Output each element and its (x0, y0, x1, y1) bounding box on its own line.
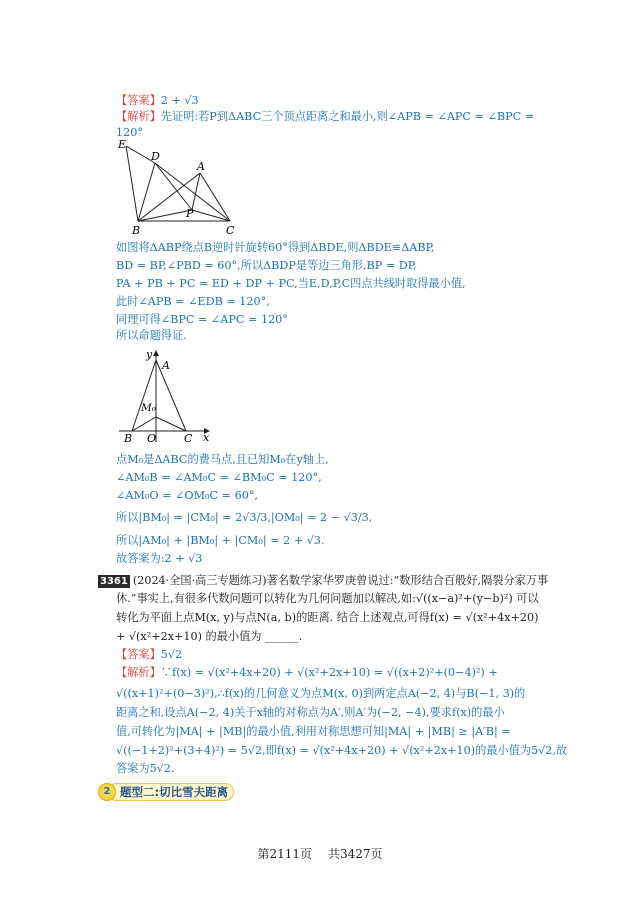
answer-line-2 (116, 647, 556, 664)
problem-line-2: 休.”事实上,有很多代数问题可以转化为几何问题加以解决,如:√((x−a)²+(y−b)²) 可以 (116, 592, 539, 605)
proof-line-2: BD = BP,∠PBD = 60°,所以ΔBDP是等边三角形,BP = DP, (116, 259, 417, 272)
solution-line-2: ∠AM₀B = ∠AM₀C = ∠BM₀C = 120°, (116, 471, 322, 484)
answer-value: 2 + √3 (160, 94, 199, 107)
coordinate-figure-2 (114, 347, 214, 445)
section-title: 题型二:切比雪夫距离 (120, 785, 229, 799)
label-C2: C (184, 432, 193, 445)
answer-tag: 【答案】 (116, 94, 161, 107)
label-A2: A (162, 359, 170, 372)
analysis2-line-5: √((−1+2)²+(3+4)²) = 5√2,即f(x) = √(x²+4x+20) + √(x²+2x+10)的最小值为5√2,故 (116, 744, 568, 757)
triangle-figure-1 (112, 138, 242, 238)
proof-line-6: 所以命题得证. (116, 329, 187, 342)
problem-text-1: (2024·全国·高三专题练习)著名数学家华罗庚曾说过:“数形结合百般好,隔裂分家万事 (132, 574, 549, 587)
proof-line-1: 如图将ΔABP绕点B逆时针旋转60°得到ΔBDE,则ΔBDE≌ΔABP, (116, 241, 435, 254)
analysis-tag: 【解析】 (116, 110, 161, 123)
proof-line-4: 此时∠APB = ∠EDB = 120°, (116, 295, 270, 308)
label-M0: M₀ (141, 402, 156, 414)
label-O: O (147, 432, 157, 445)
analysis2-line-2: √((x+1)²+(0−3)²),∴f(x)的几何意义为点M(x, 0)到两定点A(−2, 4)与B(−1, 3)的 (116, 687, 526, 700)
analysis2-line-3: 距离之和,设点A(−2, 4)关于x轴的对称点为A′,则A′为(−2, −4),要求f(x)的最小 (116, 706, 505, 719)
label-B: B (132, 224, 141, 237)
label-C: C (226, 224, 235, 237)
problem-line-1 (98, 573, 549, 590)
section-header (98, 781, 233, 801)
answer-tag-2: 【答案】 (116, 648, 161, 661)
problem-line-4: + √(x²+2x+10) 的最小值为 ______. (116, 630, 303, 643)
proof-line-5: 同理可得∠BPC = ∠APC = 120° (116, 313, 288, 326)
analysis-text: 先证明:若P到ΔABC三个顶点距离之和最小,则∠APB = ∠APC = ∠BPC = (160, 110, 535, 123)
solution-line-1: 点M₀是ΔABC的费马点,且已知M₀在y轴上, (116, 453, 329, 466)
solution-line-5: 所以|AM₀| + |BM₀| + |CM₀| = 2 + √3. (116, 534, 325, 547)
label-B2: B (124, 432, 133, 445)
page-footer (0, 845, 640, 862)
page-number: 第2111页 (257, 847, 312, 861)
analysis2-text-1: ∵f(x) = √(x²+4x+20) + √(x²+2x+10) = √((x+2)²+(0−4)²) + (160, 666, 498, 679)
analysis-line-2: 120° (116, 126, 143, 139)
analysis-tag-2: 【解析】 (116, 666, 161, 679)
analysis2-line-6: 答案为5√2. (116, 762, 175, 775)
problem-line-3: 转化为平面上点M(x, y)与点N(a, b)的距离. 结合上述观点,可得f(x) = √(x²+4x+20) (116, 611, 539, 624)
label-D: D (151, 150, 160, 163)
label-P: P (186, 207, 194, 220)
analysis2-line-4: 值,可转化为|MA| + |MB|的最小值,利用对称思想可知|MA| + |MB| ≥ |A′B| = (116, 725, 511, 738)
label-E: E (118, 138, 127, 151)
label-A: A (197, 160, 205, 173)
axis-label-y: y (146, 348, 153, 361)
problem-number: 3361 (100, 576, 128, 587)
answer-line-1 (116, 93, 556, 110)
solution-line-4: 所以|BM₀| = |CM₀| = 2√3/3,|OM₀| = 2 − √3/3, (116, 511, 373, 524)
solution-line-3: ∠AM₀O = ∠OM₀C = 60°, (116, 489, 258, 502)
analysis-line-1 (116, 109, 556, 126)
page-total: 共3427页 (328, 847, 383, 861)
solution-line-6: 故答案为:2 + √3 (116, 552, 203, 565)
section-number-badge: 2 (98, 783, 116, 801)
axis-label-x: x (203, 431, 210, 444)
analysis2-line-1 (116, 665, 556, 682)
answer-value-2: 5√2 (160, 648, 183, 661)
proof-line-3: PA + PB + PC = ED + DP + PC,当E,D,P,C四点共线时取得最小值, (116, 277, 466, 290)
